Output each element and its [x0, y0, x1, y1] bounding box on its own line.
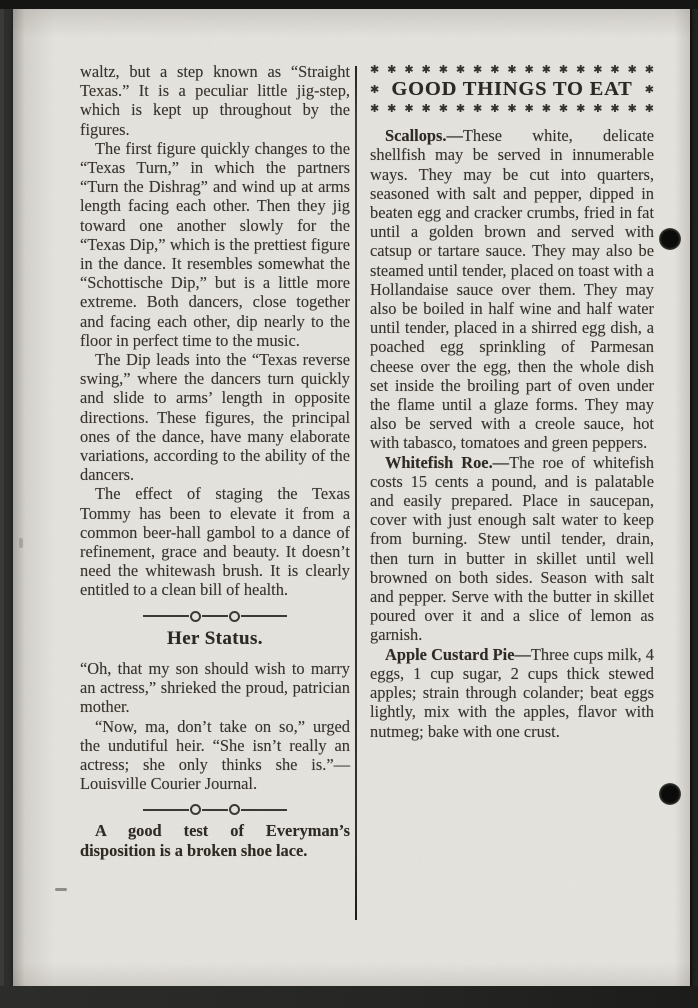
star-icon: ✱ [558, 102, 569, 116]
page-content [80, 62, 654, 920]
recipe-paragraph [370, 645, 654, 741]
star-icon: ✱ [644, 83, 654, 97]
star-icon: ✱ [490, 63, 500, 76]
star-icon: ✱ [593, 63, 603, 76]
her-status-paragraph: “Now, ma, don’t take on so,” urged the undutiful heir. “She isn’t really an actress; she only thinks she is.”—Louisville Courier Journal. [80, 716, 350, 794]
star-icon: ✱ [404, 102, 414, 116]
section-divider-ornament [80, 804, 350, 815]
star-icon: ✱ [370, 63, 380, 76]
star-border-bottom [370, 101, 654, 116]
section-title: GOOD THINGS TO EAT [391, 78, 633, 100]
star-icon: ✱ [507, 102, 517, 116]
star-icon: ✱ [370, 83, 380, 97]
ink-blot [659, 228, 681, 250]
section-heading-her-status: Her Status. [167, 627, 263, 649]
article-paragraph: The effect of staging the Texas Tommy has been to elevate it from a common beer-hall gambol to a dance of refinement, grace and beauty. It doesn’t need the whitewash brush. It is clearly entitled to a clean bill of health. [80, 484, 350, 600]
good-things-to-eat-header [370, 62, 654, 116]
star-icon: ✱ [438, 102, 448, 116]
star-icon: ✱ [627, 63, 637, 76]
star-icon: ✱ [576, 102, 586, 116]
star-icon: ✱ [455, 63, 466, 76]
article-paragraph: The Dip leads into the “Texas reverse swing,” where the dancers turn quickly and slide to arms’ length in opposite directions. These figures, the principal ones of the dance, have many elaborate variations, according to the ability of the dancers. [80, 350, 350, 485]
star-icon: ✱ [370, 102, 380, 116]
star-icon: ✱ [387, 63, 397, 76]
star-icon: ✱ [421, 63, 431, 76]
article-paragraph: waltz, but a step known as “Straight Texas.” It is a peculiar little jig-step, which is kept up throughout by the figures. [80, 62, 350, 139]
recipe-text: Three cups milk, 4 eggs, 1 cup sugar, 2 cups thick stewed apples; strain through colander; beat eggs lightly, mix with the apples, flavor with nutmeg; bake with one crust. [370, 644, 654, 741]
star-icon: ✱ [490, 102, 500, 116]
star-border-top [370, 62, 654, 77]
ink-speck [19, 538, 23, 548]
star-icon: ✱ [644, 102, 654, 116]
star-icon: ✱ [541, 63, 551, 76]
star-icon: ✱ [593, 102, 603, 116]
star-icon: ✱ [404, 63, 414, 76]
article-paragraph: The first figure quickly changes to the “Texas Turn,” in which the partners “Turn the Dishrag” and wind up at arms length facing each other. Then they jig toward one another slowly for the “Texas Dip,” which is the prettiest figure in the dance. It resembles somewhat the “Schottische Dip,” but is a little more extreme. Both dancers, close together and facing each other, dip nearly to the floor in perfect time to the music. [80, 138, 350, 350]
recipe-text: These white, delicate shellfish may be served in innumerable ways. They may be cut into quarters, seasoned with salt and pepper, dipped in beaten egg and cracker crumbs, fried in fat until a golden brown and served with catsup or tartare sauce. They may also be steamed until tender, placed on toast with a Hollandaise sauce over them. They may also be boiled in half wine and half water until tender, placed in a shirred egg dish, a poached egg sprinkling of Parmesan cheese over the egg, then the whole dish set inside the broiling part of oven under the flame until a glaze forms. They may also be served with a creole sauce, hot with tabasco, tomatoes and green peppers. [370, 126, 654, 453]
star-icon: ✱ [473, 102, 483, 116]
filler-paragraph: A good test of Everyman’s disposition is a broken shoe lace. [80, 821, 350, 860]
star-icon: ✱ [473, 63, 483, 76]
her-status-paragraph: “Oh, that my son should wish to marry an actress,” shrieked the proud, patrician mother. [80, 658, 350, 717]
star-icon: ✱ [558, 63, 569, 76]
star-icon: ✱ [455, 102, 466, 116]
column-divider-rule [355, 66, 357, 920]
star-icon: ✱ [610, 102, 620, 116]
star-icon: ✱ [644, 63, 654, 76]
star-icon: ✱ [610, 63, 620, 76]
star-icon: ✱ [387, 102, 397, 116]
recipe-lead: Apple Custard Pie— [385, 644, 531, 664]
recipe-text: The roe of whitefish costs 15 cents a pound, and is palatable and easily prepared. Place in saucepan, cover with just enough salt water to keep from burning. Stew until tender, drain, then turn in butter in skillet until well browned on both sides. Season with salt and pepper. Serve with the butter in skillet poured over it and a slice of lemon as garnish. [370, 452, 654, 645]
star-icon: ✱ [576, 63, 586, 76]
section-divider-ornament [80, 611, 350, 622]
ink-blot [659, 783, 681, 805]
star-icon: ✱ [507, 63, 517, 76]
star-icon: ✱ [438, 63, 448, 76]
paper-sheet [13, 8, 692, 986]
ink-speck [55, 888, 67, 891]
recipe-paragraph [370, 453, 654, 645]
scan-border-top [0, 0, 698, 9]
book-gutter-shadow [0, 0, 13, 1008]
scan-border-bottom [0, 986, 698, 1008]
right-column [370, 62, 654, 920]
recipe-paragraph [370, 126, 654, 452]
left-column [80, 62, 350, 920]
recipe-lead: Whitefish Roe.— [385, 452, 510, 472]
recipe-lead: Scallops.— [385, 126, 463, 146]
star-icon: ✱ [627, 102, 637, 116]
star-icon: ✱ [524, 63, 534, 76]
star-icon: ✱ [524, 102, 534, 116]
star-icon: ✱ [541, 102, 551, 116]
star-icon: ✱ [421, 102, 431, 116]
